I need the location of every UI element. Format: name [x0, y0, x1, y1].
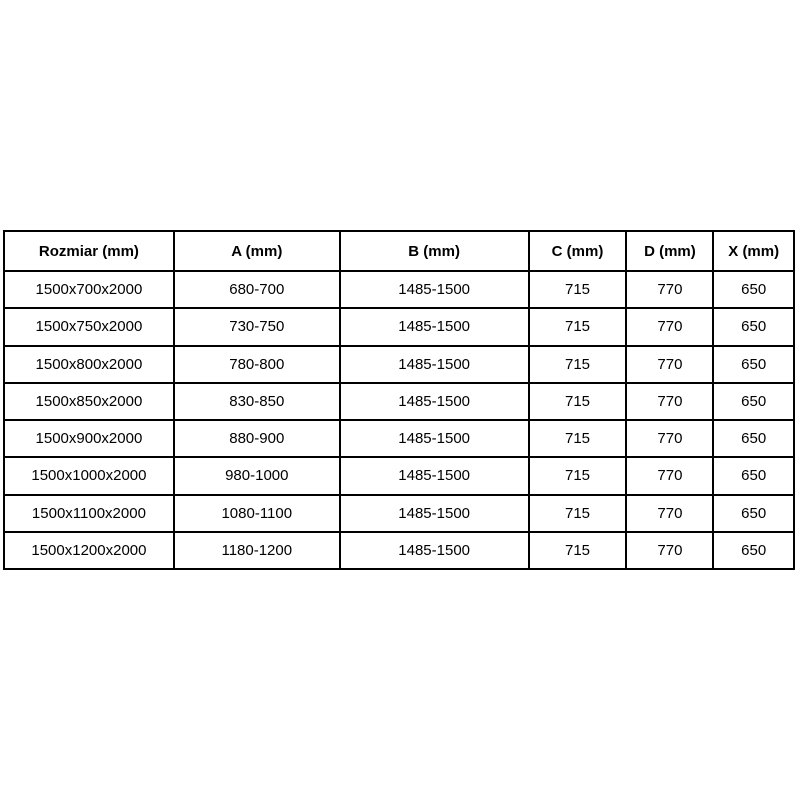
dimensions-table-container [3, 230, 795, 570]
table-cell: 650 [713, 346, 794, 383]
table-cell: 1485-1500 [340, 383, 529, 420]
table-row [4, 495, 794, 532]
table-cell: 830-850 [174, 383, 340, 420]
table-cell: 715 [529, 308, 627, 345]
table-cell: 1500x850x2000 [4, 383, 174, 420]
table-header-cell: X (mm) [713, 231, 794, 271]
table-cell: 1500x700x2000 [4, 271, 174, 308]
table-cell: 1500x1100x2000 [4, 495, 174, 532]
table-cell: 650 [713, 532, 794, 569]
table-cell: 715 [529, 532, 627, 569]
table-row [4, 383, 794, 420]
table-cell: 1080-1100 [174, 495, 340, 532]
table-cell: 1500x750x2000 [4, 308, 174, 345]
table-cell: 770 [626, 346, 713, 383]
table-cell: 980-1000 [174, 457, 340, 494]
table-cell: 715 [529, 457, 627, 494]
table-cell: 770 [626, 532, 713, 569]
table-row [4, 532, 794, 569]
table-cell: 1485-1500 [340, 308, 529, 345]
table-cell: 715 [529, 271, 627, 308]
table-cell: 1500x1200x2000 [4, 532, 174, 569]
table-cell: 1500x900x2000 [4, 420, 174, 457]
table-cell: 680-700 [174, 271, 340, 308]
table-row [4, 308, 794, 345]
table-cell: 730-750 [174, 308, 340, 345]
table-cell: 1485-1500 [340, 346, 529, 383]
table-cell: 1500x1000x2000 [4, 457, 174, 494]
table-row [4, 346, 794, 383]
table-cell: 715 [529, 346, 627, 383]
table-row [4, 271, 794, 308]
table-header-cell: A (mm) [174, 231, 340, 271]
table-cell: 1485-1500 [340, 271, 529, 308]
table-cell: 1500x800x2000 [4, 346, 174, 383]
table-cell: 650 [713, 457, 794, 494]
table-cell: 715 [529, 495, 627, 532]
table-cell: 715 [529, 420, 627, 457]
table-cell: 650 [713, 271, 794, 308]
table-cell: 1180-1200 [174, 532, 340, 569]
table-cell: 1485-1500 [340, 457, 529, 494]
table-cell: 650 [713, 495, 794, 532]
table-cell: 770 [626, 495, 713, 532]
table-cell: 780-800 [174, 346, 340, 383]
table-row [4, 457, 794, 494]
table-header-cell: B (mm) [340, 231, 529, 271]
table-cell: 650 [713, 383, 794, 420]
table-cell: 650 [713, 420, 794, 457]
table-cell: 770 [626, 420, 713, 457]
table-cell: 880-900 [174, 420, 340, 457]
table-cell: 1485-1500 [340, 420, 529, 457]
table-cell: 1485-1500 [340, 532, 529, 569]
table-row [4, 420, 794, 457]
table-cell: 770 [626, 308, 713, 345]
table-header-row [4, 231, 794, 271]
table-header-cell: C (mm) [529, 231, 627, 271]
dimensions-table [3, 230, 795, 570]
table-cell: 650 [713, 308, 794, 345]
table-cell: 770 [626, 457, 713, 494]
table-cell: 1485-1500 [340, 495, 529, 532]
table-cell: 715 [529, 383, 627, 420]
table-cell: 770 [626, 383, 713, 420]
table-header-cell: Rozmiar (mm) [4, 231, 174, 271]
table-header-cell: D (mm) [626, 231, 713, 271]
table-cell: 770 [626, 271, 713, 308]
